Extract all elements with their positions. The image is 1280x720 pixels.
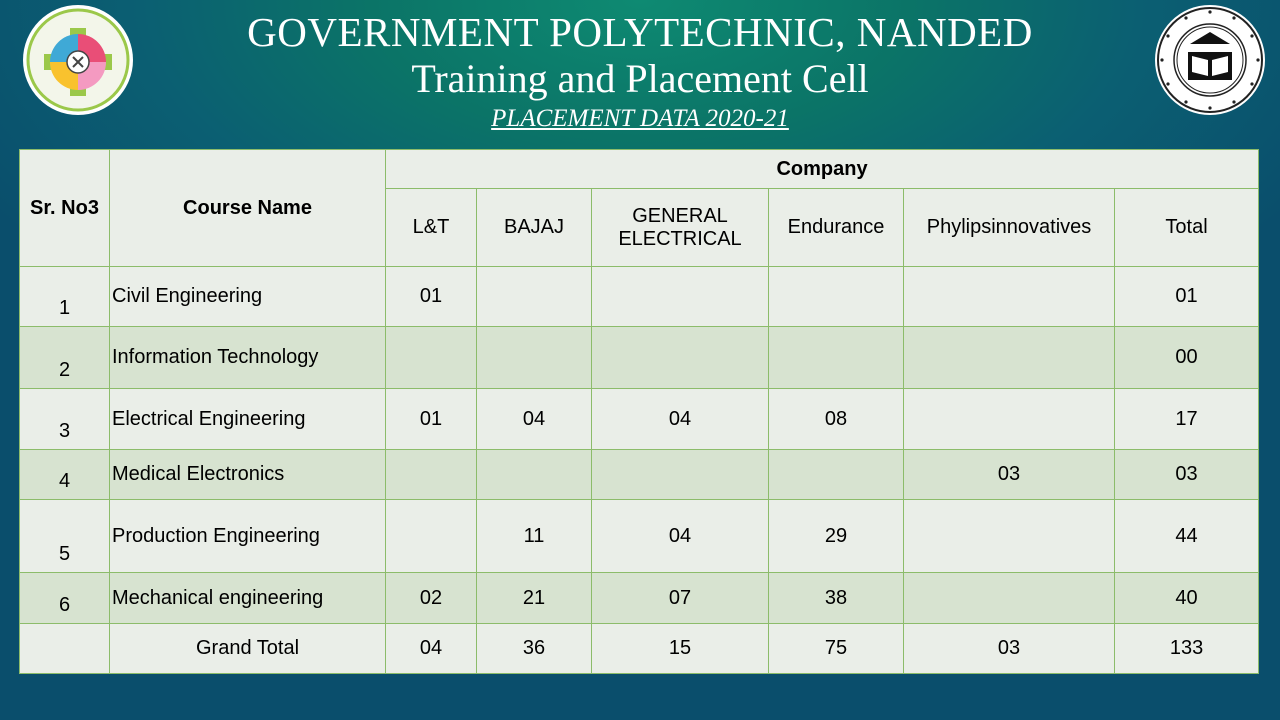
cell-ge: 04: [592, 500, 769, 573]
placement-table: [19, 149, 1259, 674]
grand-total-phylips: 03: [904, 624, 1115, 674]
cell-phylips: [904, 267, 1115, 327]
grand-total-lt: 04: [386, 624, 477, 674]
cell-srno-empty: [20, 624, 110, 674]
header-company-ge: GENERAL ELECTRICAL: [592, 189, 769, 267]
cell-bajaj: [477, 267, 592, 327]
header-company-phylips: Phylipsinnovatives: [904, 189, 1115, 267]
cell-endurance: [769, 327, 904, 389]
title-block: [0, 8, 1280, 134]
cell-ge: 04: [592, 389, 769, 450]
table-row: [20, 500, 1259, 573]
cell-bajaj: 04: [477, 389, 592, 450]
cell-bajaj: [477, 450, 592, 500]
header-total: Total: [1115, 189, 1259, 267]
cell-course: Information Technology: [110, 327, 386, 389]
header-company-lt: L&T: [386, 189, 477, 267]
cell-lt: 02: [386, 573, 477, 624]
table-row: [20, 389, 1259, 450]
cell-total: 44: [1115, 500, 1259, 573]
cell-ge: 07: [592, 573, 769, 624]
cell-total: 40: [1115, 573, 1259, 624]
grand-total-ge: 15: [592, 624, 769, 674]
page-subtitle: Training and Placement Cell: [411, 56, 869, 101]
table-row: [20, 267, 1259, 327]
cell-srno: 3: [20, 389, 110, 450]
cell-course: Production Engineering: [110, 500, 386, 573]
cell-lt: [386, 500, 477, 573]
cell-phylips: [904, 500, 1115, 573]
grand-total-row: [20, 624, 1259, 674]
cell-srno: 4: [20, 450, 110, 500]
cell-phylips: 03: [904, 450, 1115, 500]
cell-srno: 2: [20, 327, 110, 389]
cell-course: Mechanical engineering: [110, 573, 386, 624]
header-company-endurance: Endurance: [769, 189, 904, 267]
page-caption: PLACEMENT DATA 2020-21: [491, 105, 789, 132]
header-company-bajaj: BAJAJ: [477, 189, 592, 267]
cell-phylips: [904, 327, 1115, 389]
cell-srno: 6: [20, 573, 110, 624]
cell-lt: [386, 450, 477, 500]
cell-course: Civil Engineering: [110, 267, 386, 327]
grand-total-bajaj: 36: [477, 624, 592, 674]
cell-srno: 5: [20, 500, 110, 573]
cell-phylips: [904, 573, 1115, 624]
cell-endurance: [769, 450, 904, 500]
page-title: GOVERNMENT POLYTECHNIC, NANDED: [247, 9, 1033, 55]
cell-total: 03: [1115, 450, 1259, 500]
cell-phylips: [904, 389, 1115, 450]
cell-course: Medical Electronics: [110, 450, 386, 500]
grand-total-label: Grand Total: [110, 624, 386, 674]
cell-lt: 01: [386, 389, 477, 450]
cell-ge: [592, 450, 769, 500]
cell-bajaj: [477, 327, 592, 389]
cell-total: 00: [1115, 327, 1259, 389]
cell-ge: [592, 327, 769, 389]
cell-total: 01: [1115, 267, 1259, 327]
cell-endurance: 08: [769, 389, 904, 450]
cell-lt: [386, 327, 477, 389]
cell-bajaj: 21: [477, 573, 592, 624]
cell-bajaj: 11: [477, 500, 592, 573]
header-srno: Sr. No3: [20, 150, 110, 267]
header-company: Company: [386, 150, 1259, 189]
table-row: [20, 573, 1259, 624]
cell-endurance: 29: [769, 500, 904, 573]
header-course: Course Name: [110, 150, 386, 267]
cell-srno: 1: [20, 267, 110, 327]
table-row: [20, 327, 1259, 389]
cell-endurance: [769, 267, 904, 327]
cell-ge: [592, 267, 769, 327]
table-row: [20, 450, 1259, 500]
cell-total: 17: [1115, 389, 1259, 450]
grand-total-endurance: 75: [769, 624, 904, 674]
cell-endurance: 38: [769, 573, 904, 624]
cell-lt: 01: [386, 267, 477, 327]
cell-course: Electrical Engineering: [110, 389, 386, 450]
grand-total-total: 133: [1115, 624, 1259, 674]
